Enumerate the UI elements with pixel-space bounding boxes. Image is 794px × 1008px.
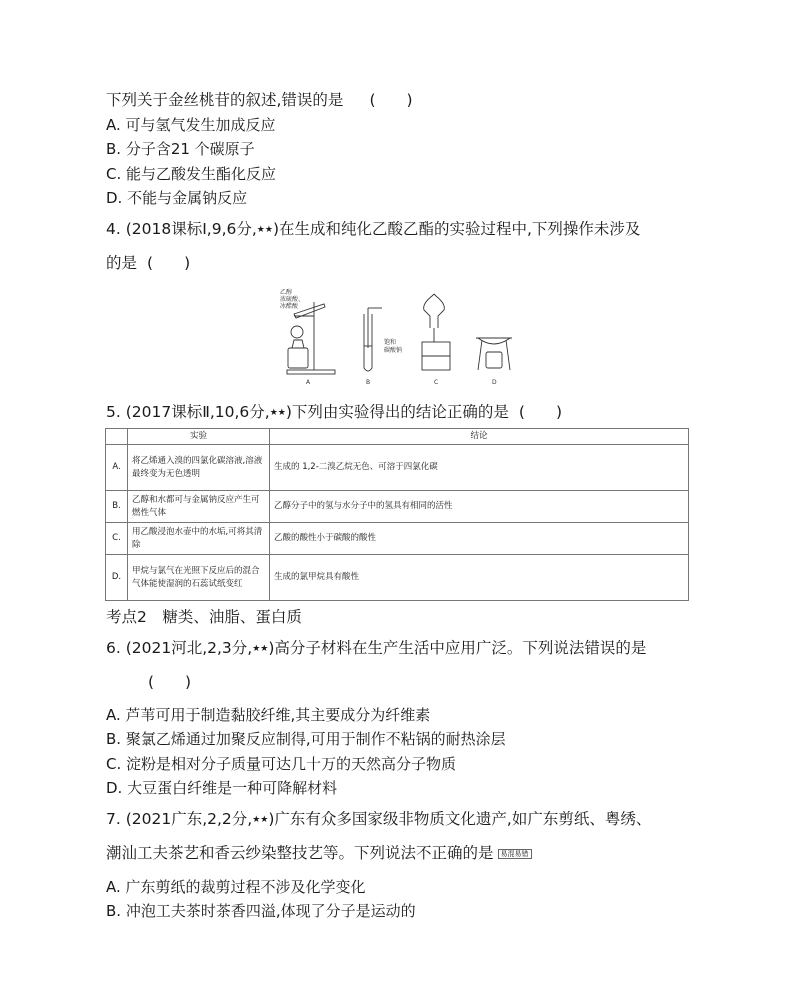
table-header: 实验 xyxy=(128,429,270,445)
section-heading: 考点2 糖类、油脂、蛋白质 xyxy=(106,608,302,626)
q6-option-b: B. 聚氯乙烯通过加聚反应制得,可用于制作不粘锅的耐热涂层 xyxy=(106,730,506,748)
conclusion-cell: 乙醇分子中的氢与水分子中的氢具有相同的活性 xyxy=(270,491,689,523)
q4-stem-line2: 的是 ( ) xyxy=(106,254,191,272)
table-header xyxy=(106,429,128,445)
q6-option-d: D. 大豆蛋白纤维是一种可降解材料 xyxy=(106,779,338,797)
table-row xyxy=(106,491,689,523)
q3-stem: 下列关于金丝桃苷的叙述,错误的是 ( ) xyxy=(106,91,413,109)
answer-paren: ( ) xyxy=(518,403,563,421)
q3-option-b: B. 分子含21 个碳原子 xyxy=(106,140,255,158)
table-header: 结论 xyxy=(270,429,689,445)
q7-stem-line2: 潮汕工夫茶艺和香云纱染整技艺等。下列说法不正确的是 易混易错 xyxy=(106,843,532,864)
conclusion-cell: 乙酸的酸性小于碳酸的酸性 xyxy=(270,523,689,555)
solution-label: 饱和 xyxy=(384,339,397,346)
solution-label: 碳酸钠 xyxy=(384,347,403,354)
conclusion-cell: 生成的 1,2-二溴乙烷无色、可溶于四氯化碳 xyxy=(270,445,689,491)
reagent-label: 乙醇 xyxy=(280,289,293,296)
q3-option-c: C. 能与乙酸发生酯化反应 xyxy=(106,165,277,183)
experiment-table xyxy=(105,428,689,601)
evaporating-dish xyxy=(478,338,510,344)
table-row xyxy=(106,555,689,601)
burner xyxy=(288,348,308,368)
figure-letter: A xyxy=(306,379,311,386)
answer-paren: ( ) xyxy=(147,254,191,272)
separatory-funnel xyxy=(434,294,444,328)
answer-paren: ( ) xyxy=(369,91,413,109)
experiment-cell: 乙醇和水都可与金属钠反应产生可燃性气体 xyxy=(128,491,270,523)
difficulty-stars: ★★ xyxy=(252,815,269,825)
reagent-label: 冰醋酸 xyxy=(280,303,299,310)
figure-letter: C xyxy=(434,379,439,386)
experiment-cell: 甲烷与氯气在光照下反应后的混合气体能使湿润的石蕊试纸变红 xyxy=(128,555,270,601)
q4-stem: 4. (2018课标Ⅰ,9,6分,★★)在生成和纯化乙酸乙酯的实验过程中,下列操作未涉及 xyxy=(106,220,641,238)
row-label: D. xyxy=(106,555,128,601)
figure-letter: B xyxy=(366,379,371,386)
row-label: C. xyxy=(106,523,128,555)
apparatus-figure xyxy=(272,286,522,386)
table-header-row xyxy=(106,429,689,445)
q6-option-a: A. 芦苇可用于制造黏胶纤维,其主要成分为纤维素 xyxy=(106,706,431,724)
q5-stem: 5. (2017课标Ⅱ,10,6分,★★)下列由实验得出的结论正确的是 ( ) xyxy=(106,403,563,421)
difficulty-stars: ★★ xyxy=(269,408,286,418)
reagent-label: 浓硫酸、 xyxy=(280,296,305,303)
figure-letter: D xyxy=(492,379,497,386)
tag-badge: 易混易错 xyxy=(498,849,532,859)
experiment-cell: 用乙酸浸泡水壶中的水垢,可将其清除 xyxy=(128,523,270,555)
burner-d xyxy=(486,352,502,368)
q6-stem: 6. (2021河北,2,3分,★★)高分子材料在生产生活中应用广泛。下列说法错误的是 xyxy=(106,639,647,657)
stand-base xyxy=(287,370,335,374)
q7-option-b: B. 冲泡工夫茶时茶香四溢,体现了分子是运动的 xyxy=(106,902,416,920)
table-row xyxy=(106,523,689,555)
answer-paren: ( ) xyxy=(148,673,192,691)
q7-stem: 7. (2021广东,2,2分,★★)广东有众多国家级非物质文化遗产,如广东剪纸、粤绣、 xyxy=(106,810,652,828)
difficulty-stars: ★★ xyxy=(256,225,273,235)
q7-option-a: A. 广东剪纸的裁剪过程不涉及化学变化 xyxy=(106,878,366,896)
experiment-cell: 将乙烯通入溴的四氯化碳溶液,溶液最终变为无色透明 xyxy=(128,445,270,491)
conclusion-cell: 生成的氯甲烷具有酸性 xyxy=(270,555,689,601)
table-row xyxy=(106,445,689,491)
q6-option-c: C. 淀粉是相对分子质量可达几十万的天然高分子物质 xyxy=(106,755,457,773)
difficulty-stars: ★★ xyxy=(252,644,269,654)
q3-option-d: D. 不能与金属钠反应 xyxy=(106,189,248,207)
row-label: A. xyxy=(106,445,128,491)
q3-option-a: A. 可与氢气发生加成反应 xyxy=(106,116,276,134)
row-label: B. xyxy=(106,491,128,523)
